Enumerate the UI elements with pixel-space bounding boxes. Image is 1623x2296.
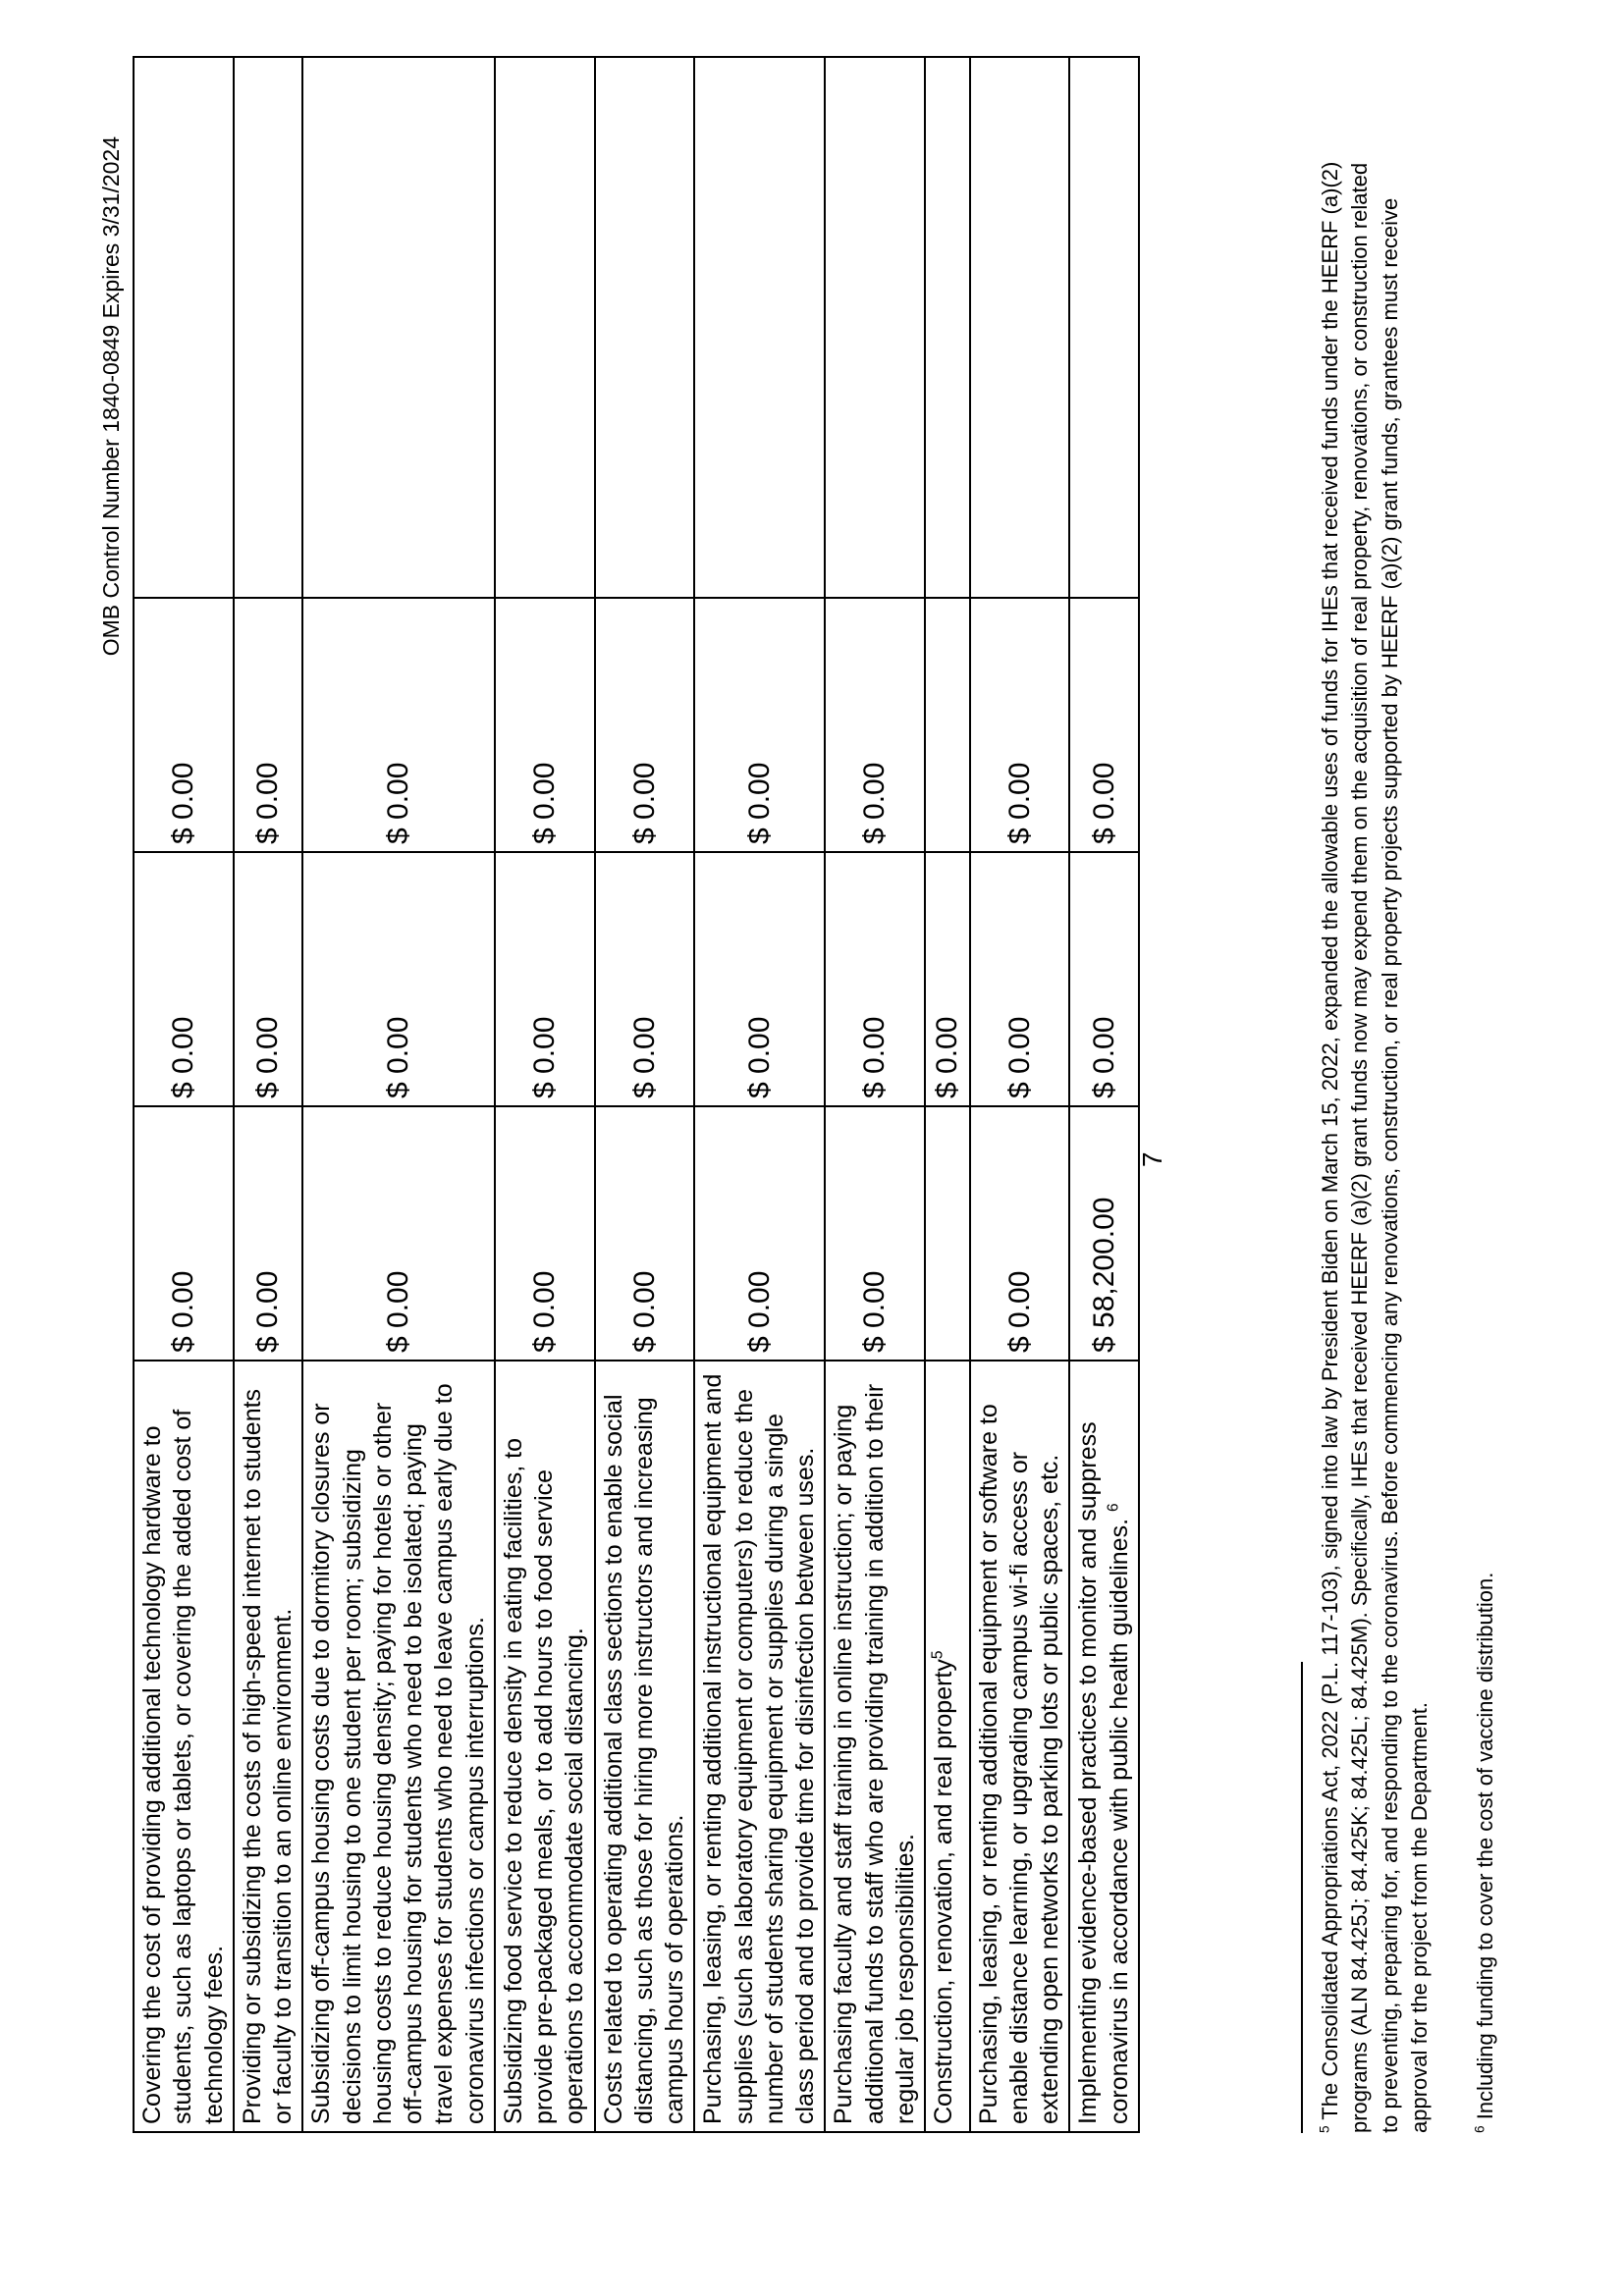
use-description: Implementing evidence-based practices to monitor and suppress coronavirus in accordance with public health guidelines. <box>1074 1421 1133 2124</box>
use-description-cell <box>302 1361 495 2132</box>
use-description-cell <box>134 1361 234 2132</box>
amount-cell-col1 <box>925 1106 970 1361</box>
use-description-cell <box>1069 1361 1139 2132</box>
amount-cell-col3: $ 0.00 <box>595 598 695 852</box>
amount-cell-col4 <box>1069 57 1139 598</box>
use-description: Purchasing, leasing, or renting additional instructional equipment and supplies (such as laboratory equipment or computers) to reduce the number of students sharing equipment or supplies during a single class period and to provide time for disinfection between uses. <box>699 1373 819 2124</box>
amount-cell-col1: $ 0.00 <box>302 1106 495 1361</box>
footnote-reference: 5 <box>929 1650 947 1660</box>
footnote-5-text: The Consolidated Appropriations Act, 2022 (P.L. 117-103), signed into law by President Biden on March 15, 2022, expanded the allowable uses of funds for IHEs that received funds under the HEERF (a)(2) programs (ALN 84.425J; 84.425K; 84.425L; 84.425M). Specifically, IHEs that received HEERF (a)(2) grant funds now may expend them on the acquisition of real property, renovations, or construction related to preventing, preparing for, and responding to the coronavirus. Before commencing any renovations, construction, or real property projects supported by HEERF (a)(2) grant funds, grantees must receive approval for the project from the Department. <box>1318 161 1433 2133</box>
footnote-6-mark: 6 <box>1472 2125 1488 2133</box>
amount-cell-col4 <box>694 57 825 598</box>
amount-cell-col1: $ 0.00 <box>970 1106 1070 1361</box>
amount-cell-col3: $ 0.00 <box>694 598 825 852</box>
amount-cell-col2: $ 0.00 <box>595 852 695 1106</box>
allowable-uses-table <box>133 56 1140 2133</box>
use-description-cell <box>694 1361 825 2132</box>
amount-cell-col2: $ 0.00 <box>694 852 825 1106</box>
amount-cell-col4 <box>595 57 695 598</box>
amount-cell-col4 <box>970 57 1070 598</box>
use-description: Purchasing, leasing, or renting additional equipment or software to enable distance learning, or upgrading campus wi-fi access or extending open networks to parking lots or public spaces, etc. <box>974 1404 1063 2124</box>
amount-cell-col3 <box>925 598 970 852</box>
use-description-cell <box>595 1361 695 2132</box>
amount-cell-col1: $ 58,200.00 <box>1069 1106 1139 1361</box>
table-body <box>134 57 1139 2132</box>
footnote-separator <box>1301 1662 1303 2133</box>
use-description: Subsidizing food service to reduce density in eating facilities, to provide pre-packaged meals, or to add hours to food service operations to accommodate social distancing. <box>499 1438 589 2124</box>
amount-cell-col3: $ 0.00 <box>495 598 595 852</box>
amount-cell-col2: $ 0.00 <box>134 852 234 1106</box>
amount-cell-col1: $ 0.00 <box>234 1106 303 1361</box>
table-row <box>925 57 970 2132</box>
amount-cell-col2: $ 0.00 <box>234 852 303 1106</box>
amount-cell-col3: $ 0.00 <box>302 598 495 852</box>
use-description: Costs related to operating additional class sections to enable social distancing, such as those for hiring more instructors and increasing campus hours of operations. <box>599 1394 688 2124</box>
omb-control-number: OMB Control Number 1840-0849 Expires 3/31/2024 <box>98 136 124 657</box>
table-row <box>595 57 695 2132</box>
amount-cell-col4 <box>825 57 925 598</box>
table-row <box>495 57 595 2132</box>
amount-cell-col2: $ 0.00 <box>302 852 495 1106</box>
amount-cell-col2: $ 0.00 <box>495 852 595 1106</box>
use-description-cell <box>825 1361 925 2132</box>
use-description: Subsidizing off-campus housing costs due to dormitory closures or decisions to limit housing to one student per room; subsidizing housing costs to reduce housing density; paying for hotels or other off-campus housing for students who need to be isolated; paying travel expenses for students who need to leave campus early due to coronavirus infections or campus interruptions. <box>307 1383 489 2124</box>
table-row <box>825 57 925 2132</box>
footnote-5-mark: 5 <box>1317 2125 1332 2133</box>
amount-cell-col2: $ 0.00 <box>970 852 1070 1106</box>
amount-cell-col1: $ 0.00 <box>825 1106 925 1361</box>
footnote-6-text: Including funding to cover the cost of vaccine distribution. <box>1473 1572 1497 2120</box>
amount-cell-col2: $ 0.00 <box>825 852 925 1106</box>
amount-cell-col3: $ 0.00 <box>1069 598 1139 852</box>
use-description: Providing or subsidizing the costs of high-speed internet to students or faculty to transition to an online environment. <box>238 1388 297 2124</box>
amount-cell-col3: $ 0.00 <box>970 598 1070 852</box>
use-description-cell <box>970 1361 1070 2132</box>
footnote-5 <box>1316 160 1434 2133</box>
use-description-cell <box>495 1361 595 2132</box>
table-row <box>302 57 495 2132</box>
amount-cell-col4 <box>925 57 970 598</box>
use-description-cell <box>234 1361 303 2132</box>
amount-cell-col3: $ 0.00 <box>234 598 303 852</box>
table-row <box>694 57 825 2132</box>
amount-cell-col4 <box>234 57 303 598</box>
footnote-reference: 6 <box>1105 1503 1122 1513</box>
table-row <box>970 57 1070 2132</box>
table-row <box>134 57 234 2132</box>
amount-cell-col4 <box>302 57 495 598</box>
footnote-6 <box>1473 160 1498 2133</box>
amount-cell-col1: $ 0.00 <box>495 1106 595 1361</box>
amount-cell-col4 <box>134 57 234 598</box>
amount-cell-col3: $ 0.00 <box>134 598 234 852</box>
amount-cell-col4 <box>495 57 595 598</box>
table-row <box>234 57 303 2132</box>
amount-cell-col3: $ 0.00 <box>825 598 925 852</box>
amount-cell-col2: $ 0.00 <box>925 852 970 1106</box>
amount-cell-col1: $ 0.00 <box>595 1106 695 1361</box>
use-description: Covering the cost of providing additional technology hardware to students, such as laptops or tablets, or covering the added cost of technology fees. <box>138 1409 228 2124</box>
amount-cell-col1: $ 0.00 <box>134 1106 234 1361</box>
amount-cell-col1: $ 0.00 <box>694 1106 825 1361</box>
use-description: Construction, renovation, and real property <box>930 1659 957 2124</box>
page-number: 7 <box>1137 1151 1167 1167</box>
use-description: Purchasing faculty and staff training in online instruction; or paying additional funds to staff who are providing training in addition to their regular job responsibilities. <box>830 1383 919 2124</box>
use-description-cell <box>925 1361 970 2132</box>
amount-cell-col2: $ 0.00 <box>1069 852 1139 1106</box>
table-row <box>1069 57 1139 2132</box>
